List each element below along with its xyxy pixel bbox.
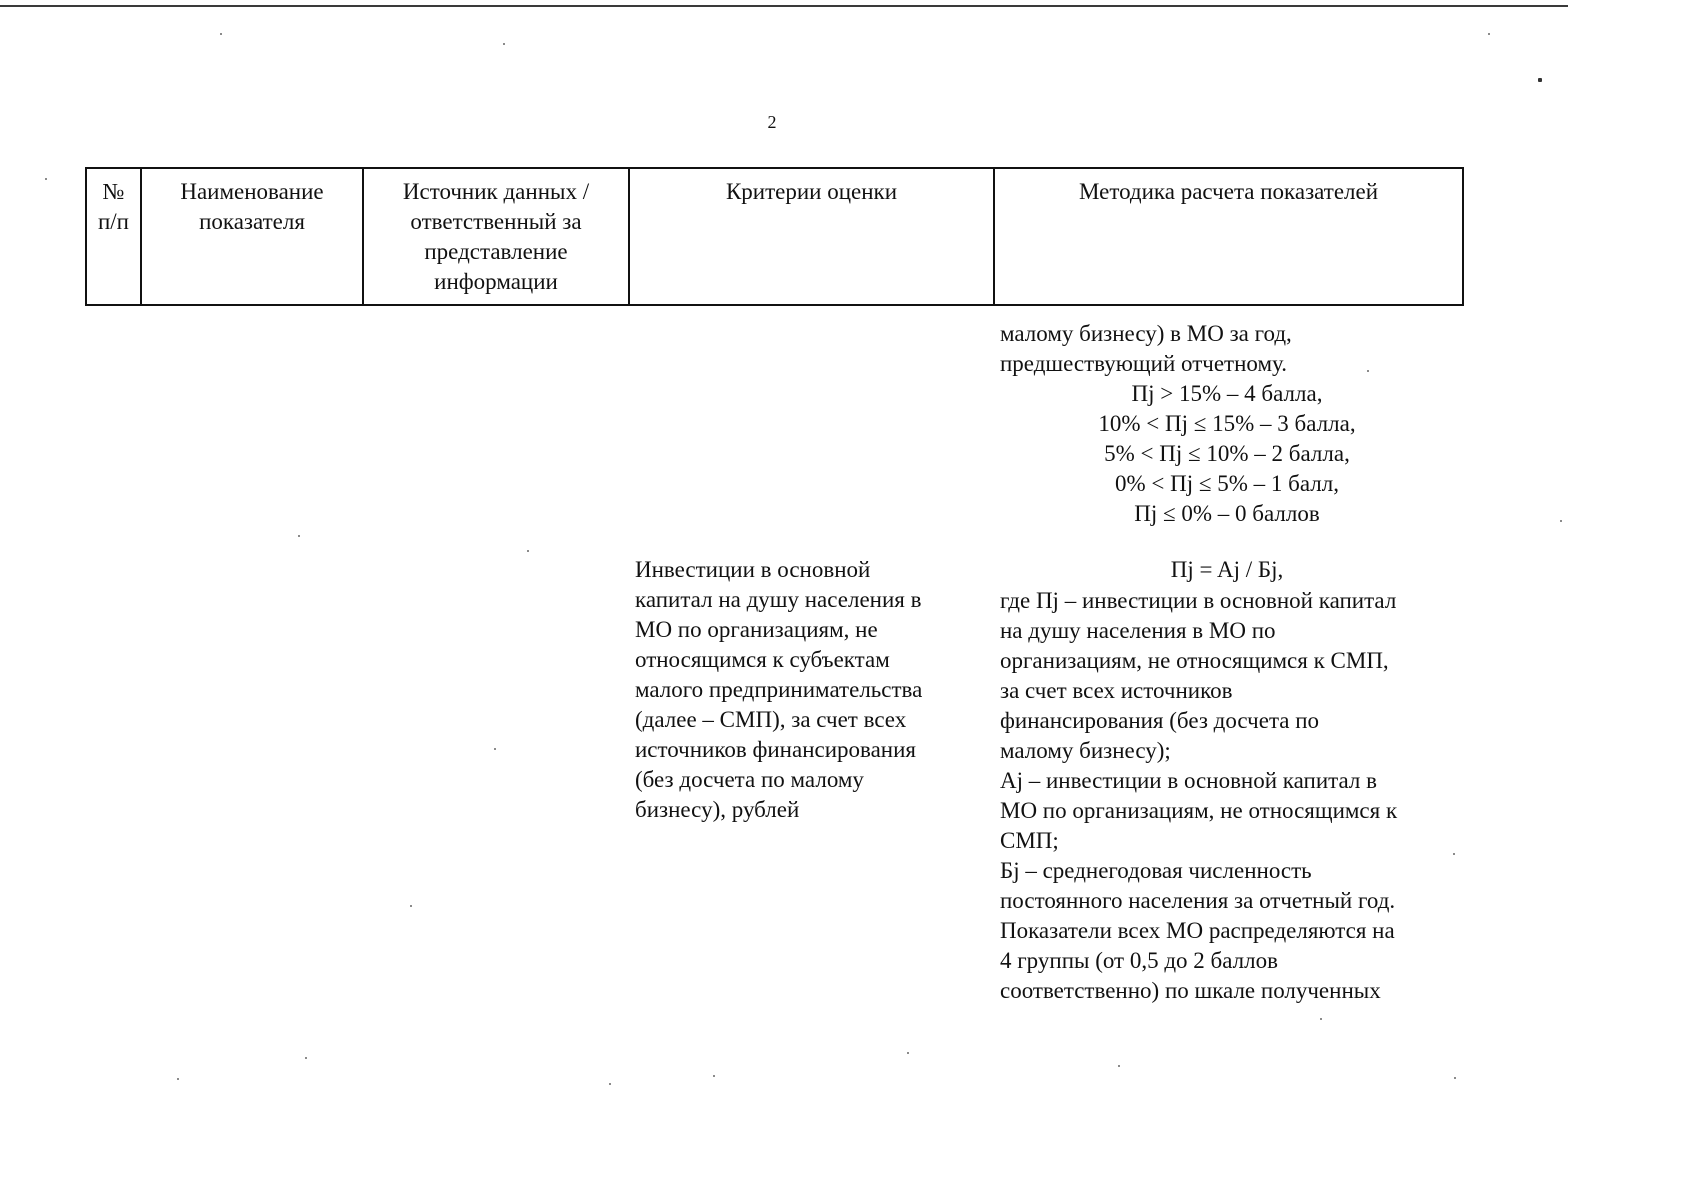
top-border-rule <box>0 5 1568 7</box>
header-col-indicator-name: Наименование показателя <box>141 168 363 305</box>
scan-speck <box>1118 1065 1120 1067</box>
formula: Пj = Aj / Бj, <box>1170 557 1284 582</box>
method-description: где Пj – инвестиции в основной капитал на душу населения в МО по организациям, не относящимся к СМП, за счет всех источников финансирования (без досчета по малому бизнесу); Aj – инвестиции в основной капитал в МО по организациям, не относящимся к СМП; Бj – среднегодовая численность постоянного населения за отчетный год. Показатели всех МО распределяются на 4 группы (от 0,5 до 2 баллов соответственно) по шкале полученных <box>1000 588 1398 1003</box>
header-col-method: Методика расчета показателей <box>994 168 1463 305</box>
scan-speck <box>305 1057 307 1059</box>
grade-line: 5% < Пj ≤ 10% – 2 балла, <box>1104 441 1350 466</box>
header-col-data-source: Источник данных / ответственный за представление информации <box>363 168 629 305</box>
grade-line: Пj ≤ 0% – 0 баллов <box>1134 501 1320 526</box>
scan-speck <box>298 535 300 537</box>
scan-speck <box>1367 370 1369 372</box>
grade-line: 0% < Пj ≤ 5% – 1 балл, <box>1115 471 1339 496</box>
scan-speck <box>907 1052 909 1054</box>
scan-speck <box>220 33 222 35</box>
scan-speck <box>1320 1018 1322 1020</box>
page-number: 2 <box>767 112 777 132</box>
scan-speck <box>1538 78 1542 82</box>
header-col-number: № п/п <box>86 168 141 305</box>
header-col-criteria: Критерии оценки <box>629 168 994 305</box>
scan-speck <box>503 43 505 45</box>
scan-speck <box>45 178 47 180</box>
method-continued-text: малому бизнесу) в МО за год, предшествующий отчетному. <box>1000 321 1292 376</box>
grade-line: Пj > 15% – 4 балла, <box>1131 381 1323 406</box>
grade-line: 10% < Пj ≤ 15% – 3 балла, <box>1098 411 1356 436</box>
scan-speck <box>609 1083 611 1085</box>
criteria-text: Инвестиции в основной капитал на душу населения в МО по организациям, не относящимся к субъектам малого предпринимательства (далее – СМП), за счет всех источников финансирования (без досчета по малому бизнесу), рублей <box>635 557 923 822</box>
scan-speck <box>494 748 496 750</box>
scan-speck <box>1454 1077 1456 1079</box>
scan-speck <box>1453 853 1455 855</box>
scan-speck <box>713 1075 715 1077</box>
scan-speck <box>410 905 412 907</box>
scan-speck <box>1488 33 1490 35</box>
scan-speck <box>1560 520 1562 522</box>
scan-speck <box>527 550 529 552</box>
table-header <box>85 167 1464 306</box>
scoring-scale <box>996 379 1458 529</box>
scan-speck <box>177 1078 179 1080</box>
